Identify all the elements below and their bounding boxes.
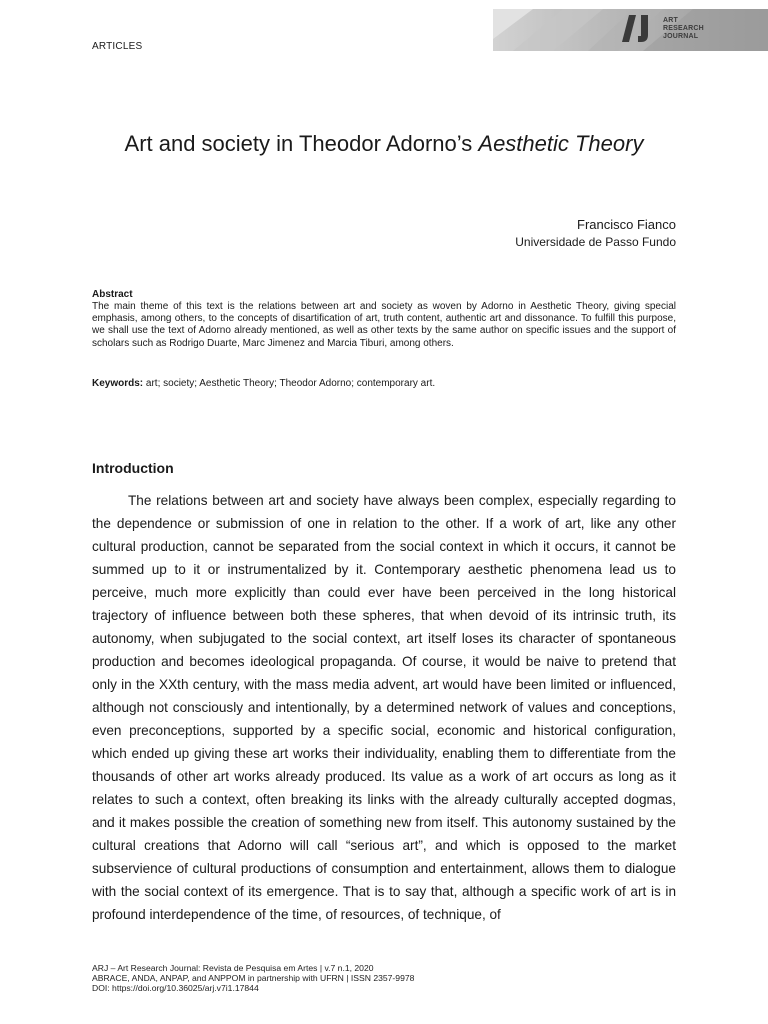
- journal-logo-text: [663, 17, 704, 41]
- keywords-label: Keywords:: [92, 378, 144, 389]
- keywords-list: art; society; Aesthetic Theory; Theodor Adorno; contemporary art.: [145, 378, 436, 389]
- introduction-body: [92, 489, 676, 926]
- keywords: [92, 378, 435, 389]
- footer-publishers: ABRACE, ANDA, ANPAP, and ANPPOM in partnership with UFRN | ISSN 2357-9978: [92, 973, 415, 983]
- introduction-heading: Introduction: [92, 460, 174, 476]
- page-footer: [92, 963, 414, 993]
- title-italic: Aesthetic Theory: [478, 131, 644, 156]
- footer-doi: DOI: https://doi.org/10.36025/arj.v7i1.17844: [92, 983, 259, 993]
- arj-logo-icon: [621, 15, 659, 43]
- author-affiliation: Universidade de Passo Fundo: [515, 235, 676, 249]
- logo-line-3: JOURNAL: [663, 33, 699, 40]
- footer-journal: ARJ – Art Research Journal: Revista de Pesquisa em Artes | v.7 n.1, 2020: [92, 963, 374, 973]
- logo-line-1: ART: [663, 17, 678, 24]
- title-main: Art and society in Theodor Adorno’s: [124, 131, 473, 156]
- article-title: [0, 131, 768, 157]
- logo-line-2: RESEARCH: [663, 25, 704, 32]
- introduction-paragraph: The relations between art and society have always been complex, especially regarding to the dependence or submission of one in relation to the other. If a work of art, like any other cultural production, cannot be separated from the social context in which it occurs, it cannot be summed up to it or instrumentalized by it. Contemporary aesthetic phenomena lead us to perceive, much more explicitly than could ever have been perceived in the long historical trajectory of influence between both these spheres, that when devoid of its intrinsic truth, its autonomy, when subjugated to the social context, art itself loses its character of spontaneous production and becomes ideological propaganda. Of course, it would be naive to pretend that only in the XXth century, with the mass media advent, art would have been limited or influenced, although not consciously and intentionally, by a determined network of values and conceptions, even preconceptions, supported by a specific social, economic and historical configuration, which ended up giving these art works their individuality, enabling them to differentiate from the thousands of other art works already produced. Its value as a work of art occurs as long as it relates to such a context, often breaking its links with the already culturally accepted dogmas, and it makes possible the creation of something new from itself. This autonomy sustained by the cultural creations that Adorno will call “serious art”, and which is opposed to the market subservience of cultural productions of consumption and entertainment, allows them to dialogue with the social context of its emergence. That is to say that, although a specific work of art is in profound interdependence of the time, of resources, of technique, of: [92, 493, 676, 922]
- abstract-heading: Abstract: [92, 289, 133, 300]
- abstract-text: The main theme of this text is the relations between art and society as woven by Adorno in Aesthetic Theory, giving special emphasis, among others, to the concepts of disartification of art, truth content, authentic art and dissonance. To fulfill this purpose, we shall use the text of Adorno already mentioned, as well as other texts by the same author on specific issues and the support of scholars such as Rodrigo Duarte, Marc Jimenez and Marcia Tiburi, among others.: [92, 301, 676, 349]
- section-label: ARTICLES: [92, 41, 143, 52]
- author-name: Francisco Fianco: [577, 217, 676, 232]
